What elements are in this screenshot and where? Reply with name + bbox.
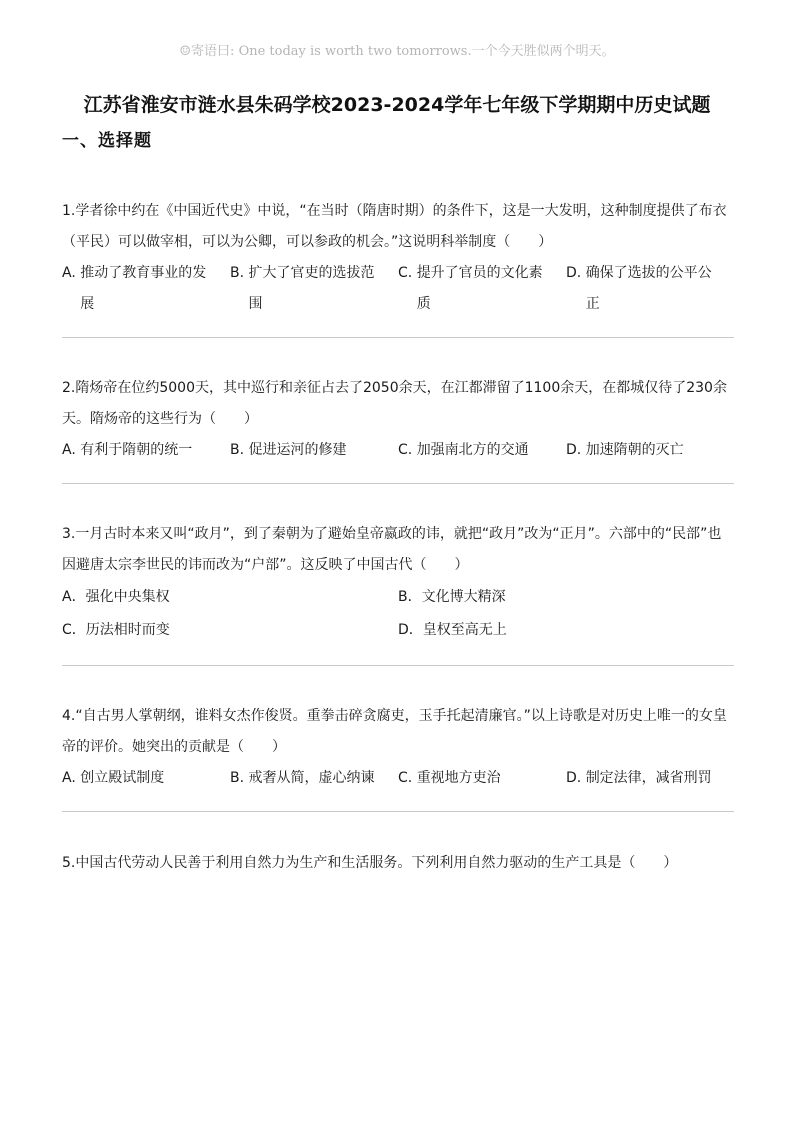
question-stem: 2.隋炀帝在位约5000天，其中巡行和亲征占去了2050余天，在江都滞留了1100余天，在都城仅待了230余天。隋炀帝的这些行为（ ） xyxy=(62,380,727,427)
divider xyxy=(62,665,734,666)
divider xyxy=(62,483,734,484)
option-label: B. xyxy=(230,770,249,786)
option-label: A. xyxy=(62,442,81,458)
options-row xyxy=(62,435,734,466)
option-d[interactable] xyxy=(398,614,734,647)
question-1 xyxy=(62,196,734,320)
option-label: A． xyxy=(62,589,86,605)
question-3 xyxy=(62,519,734,647)
option-label: A. xyxy=(62,265,81,281)
option-a[interactable] xyxy=(62,581,398,614)
section-heading: 一、选择题 xyxy=(62,131,152,151)
option-text: 提升了官员的文化素质 xyxy=(416,265,543,312)
question-2 xyxy=(62,373,734,466)
question-5 xyxy=(62,848,734,879)
option-label: C． xyxy=(62,622,86,638)
question-stem: 3.一月古时本来又叫“政月”，到了秦朝为了避始皇帝嬴政的讳，就把“政月”改为“正月”。六部中的“民部”也因避唐太宗李世民的讳而改为“户部”。这反映了中国古代（ ） xyxy=(62,526,722,573)
option-text: 确保了选拔的公平公正 xyxy=(585,265,712,312)
option-b[interactable] xyxy=(230,435,398,466)
option-a[interactable] xyxy=(62,435,230,466)
option-label: B． xyxy=(398,589,422,605)
option-label: D. xyxy=(566,265,586,281)
question-4 xyxy=(62,701,734,794)
divider xyxy=(62,811,734,812)
option-d[interactable] xyxy=(566,258,734,320)
option-b[interactable] xyxy=(398,581,734,614)
option-d[interactable] xyxy=(566,435,734,466)
question-stem: 4.“自古男人掌朝纲，谁料女杰作俊贤。重拳击碎贪腐吏，玉手托起清廉官。”以上诗歌是对历史上唯一的女皇帝的评价。她突出的贡献是（ ） xyxy=(62,708,727,755)
option-text: 戒奢从简，虚心纳谏 xyxy=(248,770,375,786)
option-text: 加强南北方的交通 xyxy=(416,442,529,458)
option-c[interactable] xyxy=(398,763,566,794)
option-label: D. xyxy=(566,770,586,786)
question-stem: 5.中国古代劳动人民善于利用自然力为生产和生活服务。下列利用自然力驱动的生产工具是（ ） xyxy=(62,855,678,871)
option-label: B. xyxy=(230,265,249,281)
option-text: 推动了教育事业的发展 xyxy=(80,265,207,312)
option-a[interactable] xyxy=(62,258,230,320)
option-text: 扩大了官吏的选拔范围 xyxy=(248,265,375,312)
option-b[interactable] xyxy=(230,258,398,320)
option-text: 促进运河的修建 xyxy=(248,442,347,458)
option-text: 有利于隋朝的统一 xyxy=(80,442,193,458)
option-text: 加速隋朝的灭亡 xyxy=(585,442,684,458)
options-row xyxy=(62,258,734,320)
option-label: A. xyxy=(62,770,81,786)
option-d[interactable] xyxy=(566,763,734,794)
option-c[interactable] xyxy=(398,258,566,320)
option-b[interactable] xyxy=(230,763,398,794)
option-text: 文化博大精深 xyxy=(421,589,506,605)
option-label: D. xyxy=(566,442,586,458)
option-label: C. xyxy=(398,442,417,458)
option-label: C. xyxy=(398,770,417,786)
options-row xyxy=(62,763,734,794)
option-text: 创立殿试制度 xyxy=(80,770,165,786)
option-label: D． xyxy=(398,622,423,638)
motto-header: ☺寄语曰: One today is worth two tomorrows.一个今天胜似两个明天。 xyxy=(179,44,615,59)
option-text: 历法相时而变 xyxy=(85,622,170,638)
option-label: B. xyxy=(230,442,249,458)
divider xyxy=(62,337,734,338)
option-text: 重视地方吏治 xyxy=(416,770,501,786)
option-c[interactable] xyxy=(62,614,398,647)
exam-title: 江苏省淮安市涟水县朱码学校2023-2024学年七年级下学期期中历史试题 xyxy=(83,94,711,116)
option-text: 强化中央集权 xyxy=(85,589,170,605)
options-grid xyxy=(62,581,734,647)
question-stem: 1.学者徐中约在《中国近代史》中说，“在当时（隋唐时期）的条件下，这是一大发明，这种制度提供了布衣（平民）可以做宰相，可以为公卿，可以参政的机会。”这说明科举制度（ ） xyxy=(62,203,727,250)
option-c[interactable] xyxy=(398,435,566,466)
option-text: 制定法律，减省刑罚 xyxy=(585,770,712,786)
option-a[interactable] xyxy=(62,763,230,794)
option-text: 皇权至高无上 xyxy=(422,622,507,638)
option-label: C. xyxy=(398,265,417,281)
